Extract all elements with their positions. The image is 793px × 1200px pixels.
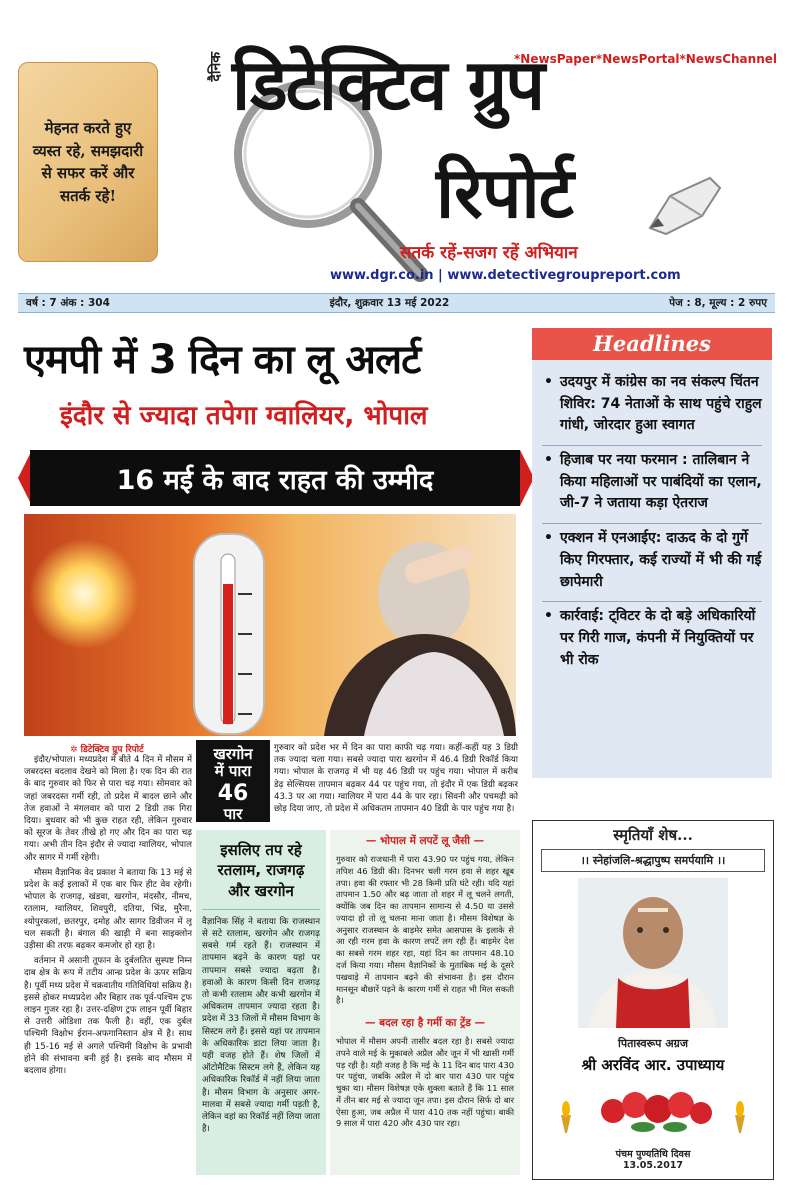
obituary-box bbox=[532, 820, 774, 1180]
bhopal-heat-heading: — भोपाल में लपटें लू जैसी — bbox=[330, 830, 520, 852]
story-paragraph: इंदौर/भोपाल। मध्यप्रदेश में बीते 4 दिन में मौसम में जबरदस्त बदलाव देखने को मिला है। एक दिन की रात के बाद गुरुवार को फिर से पारा चढ़ गया। सोमवार को जहां जबरदस्त गर्मी रही, तो प्रदेश में बादल छाने और तेज हवाओं ने मंगलवार को पारा 2 डिग्री तक गिरा दिया। बुधवार को भी कुछ राहत रही, लेकिन गुरुवार को सूरज के तेवर तीखे हो गए और दिन का पारा चढ़ गया। अभी तीन दिन इंदौर से ज्यादा ग्वालियर, भोपाल और सागर में गर्मी रहेगी। bbox=[24, 755, 192, 863]
headlines-box bbox=[532, 328, 772, 778]
heatwave-photo bbox=[24, 514, 516, 736]
lead-headline: एमपी में 3 दिन का लू अलर्ट bbox=[24, 337, 421, 383]
newspaper-title-line1: डिटेक्टिव ग्रुप bbox=[232, 44, 543, 126]
flowers-diya-icon bbox=[543, 1081, 763, 1141]
date-bar bbox=[18, 293, 775, 313]
headline-item[interactable]: • उदयपुर में कांग्रेस का नव संकल्प चिंतन शिविर: 74 नेताओं के साथ पहुंचे राहुल गांधी, जोरदार हुआ स्वागत bbox=[542, 368, 762, 446]
website-links[interactable]: www.dgr.co.in | www.detectivegroupreport.com bbox=[330, 268, 681, 283]
newspaper-title-line2: रिपोर्ट bbox=[436, 152, 573, 234]
obituary-occasion: पंचम पुण्यतिथि दिवस bbox=[615, 1149, 691, 1160]
headlines-title: Headlines bbox=[532, 328, 772, 360]
dainik-label: दैनिक bbox=[208, 52, 224, 82]
byline: ✲ डिटेक्टिव ग्रुप रिपोर्ट bbox=[70, 745, 144, 755]
lead-subheadline: इंदौर से ज्यादा तपेगा ग्वालियर, भोपाल bbox=[60, 401, 428, 431]
kharagon-highlight-box bbox=[196, 740, 270, 822]
media-tagline: *NewsPaper*NewsPortal*NewsChannel bbox=[514, 52, 777, 66]
ratlam-panel bbox=[196, 830, 326, 1175]
obituary-relation: पितास्वरूप अग्रज bbox=[617, 1037, 688, 1050]
slogan: सतर्क रहें-सजग रहें अभियान bbox=[400, 243, 578, 263]
bhopal-panel bbox=[330, 830, 520, 1175]
obituary-date: 13.05.2017 bbox=[622, 1160, 684, 1171]
quote-box: मेहनत करते हुए व्यस्त रहे, समझदारी से सफर करें और सतर्क रहे! bbox=[18, 62, 158, 262]
kharagon-temperature: 46 bbox=[217, 780, 249, 806]
kharagon-line4: पार bbox=[223, 804, 243, 823]
intro-paragraph: गुरुवार को प्रदेश भर में दिन का पारा काफी चढ़ गया। कहीं-कहीं यह 3 डिग्री तक ज्यादा चला गया। सबसे ज्यादा पारा खरगोन में 46.4 डिग्री रिकॉर्ड किया गया। भोपाल के राजगढ़ में भी यह 46 डिग्री पर पहुंच गया। भोपाल में करीब डेढ़ सेल्सियस तापमान बढ़कर 44 पर पहुंच गया, तो इंदौर में एक डिग्री बढ़कर 43.3 पर आ गया। ग्वालियर में पारा 44 के पार रहा। सिवनी और पचमढ़ी को छोड़ दिया जाए, तो प्रदेश में अधिकतम तापमान 40 डिग्री के पार पहुंच गया है। bbox=[274, 743, 518, 815]
heat-trend-text: भोपाल में मौसम अपनी तासीर बदल रहा है। सबसे ज्यादा तपने वाले मई के मुकाबले अप्रैल और जून में भी खासी गर्मी पड़ रही है। यही वजह है कि मई के 11 दिन बाद पारा 430 पर पहुंचा, जबकि अप्रैल में दो बार पारा 430 पार पहुंच चुका था। मौसम विशेषज्ञ एके शुक्ला बताते हैं कि 11 साल में तीन बार मई से ज्यादा जून तपा। इस दौरान सिर्फ दो बार ऐसा हुआ, जब अप्रैल में पारा 410 तक नहीं पहुंचा। बाकी 9 साल में पारा 420 और 430 पार रहा। bbox=[336, 1036, 514, 1129]
obituary-title: स्मृतियाँ शेष... bbox=[613, 826, 693, 844]
heat-trend-heading: — बदल रहा है गर्मी का ट्रेंड — bbox=[330, 1012, 520, 1034]
headline-item[interactable]: • हिजाब पर नया फरमान : तालिबान ने किया महिलाओं पर पाबंदियों का एलान, जी-7 ने जताया कड़ा ऐतराज bbox=[542, 446, 762, 524]
lead-banner: 16 मई के बाद राहत की उम्मीद bbox=[30, 450, 520, 506]
story-paragraph: वर्तमान में असानी तूफान के दुर्बलतित सुस्पष्ट निम्न दाब क्षेत्र के रूप में तटीय आन्ध्र प्रदेश के ऊपर सक्रिय है। पूर्वी मध्य प्रदेश में चक्रवातीय गतिविधियां सक्रिय है। इससे होकर मध्यप्रदेश और बिहार तक पूर्व-पश्चिम ट्रफ लाइन गुजर रहा है। उत्तर-दक्षिण ट्रफ लाइन पूर्वी बिहार से उत्तरी ओडिशा तक फैली है। वहीं, एक दुर्बल पश्चिमी विक्षोभ ईरान-अफगानिस्तान क्षेत्र में है। साथ ही 15-16 मई से अगले पश्चिमी विक्षोभ के प्रभावी होने की संभावना बनी हुई है। इसके बाद मौसम में बदलाव होगा। bbox=[24, 956, 192, 1077]
edition-date: इंदौर, शुक्रवार 13 मई 2022 bbox=[329, 297, 450, 309]
obituary-name: श्री अरविंद आर. उपाध्याय bbox=[581, 1056, 725, 1074]
obituary-subtitle: ।। स्नेहांजलि-श्रद्धापुष्प समर्पयामि ।। bbox=[541, 849, 765, 872]
kharagon-line1: खरगोन bbox=[213, 745, 253, 763]
bhopal-heat-text: गुरुवार को राजधानी में पारा 43.90 पर पहुंच गया, लेकिन तपिश 46 डिग्री की। दिनभर चली गरम हवा से शहर खूब तपा। हवा की रफ्तार भी 28 किमी प्रति घंटे रही। यदि यहां तापमान 1.50 और बढ़ जाता तो शहर में लू चलने लगती, क्योंकि जब दिन का तापमान सामान्य से 4.50 या उससे ज्यादा हो तो लू चलना माना जाता है। मौसम विशेषज्ञ के अनुसार राजस्थान के बाड़मेर समेत आसपास के इलाके से आ रही गरम हवा के कारण लपटें लग रही हैं। बाड़मेर देश का सबसे गरम शहर रहा, यहां दिन का तापमान 48.10 दर्ज किया गया। मौसम वैज्ञानिकों के मुताबिक मई के दूसरे पखवाड़े में तापमान बढ़ने की संभावना है। इस दौरान मानसून बौछारें पड़ने के कारण गर्मी से राहत भी मिल सकती है। bbox=[336, 854, 514, 1006]
pen-icon bbox=[640, 168, 730, 238]
story-column-1 bbox=[24, 754, 192, 1194]
headline-item[interactable]: • कार्रवाई: ट्विटर के दो बड़े अधिकारियों पर गिरी गाज, कंपनी में नियुक्तियों पर भी रोक bbox=[542, 602, 762, 679]
kharagon-line2: में पारा bbox=[214, 762, 252, 781]
page-price: पेज : 8, मूल्य : 2 रुपए bbox=[669, 297, 767, 309]
portrait-photo bbox=[578, 878, 728, 1028]
story-paragraph: मौसम वैज्ञानिक वेद प्रकाश ने बताया कि 13 मई से प्रदेश के कई इलाकों में एक बार फिर हीट वेव रहेगी। भोपाल के राजगढ़, खंडवा, खरगोन, मंदसौर, नीमच, रतलाम, ग्वालियर, शिवपुरी, दतिया, भिंड, मुरैना, श्योपुरकलां, छतरपुर, दमोह और सागर डिवीजन में लू चल सकती है। बंगाल की खाड़ी में बना साइक्लोन उड़ीसा की तरफ बढ़कर कमजोर हो रहा है। bbox=[24, 867, 192, 952]
ratlam-panel-text: वैज्ञानिक सिंह ने बताया कि राजस्थान से सटे रतलाम, खरगोन और राजगढ़ सबसे गर्म रहते हैं। राजस्थान में तापमान बढ़ने के कारण यहां पर तापमान सबसे ज्यादा बढ़ता है। हवाओं के कारण किसी दिन राजगढ़ तो कभी रतलाम और कभी खरगोन में अधिकतम तापमान ज्यादा रहता है। प्रदेश में 33 जिलों में मौसम विभाग के सिस्टम लगे हैं। इससे यहां पर तापमान के अधिकारिक डाटा लिया जाता है। यही वजह होते हैं। शेष जिलों में ऑटोमैटिक सिस्टम लगे हैं, लेकिन यह अधिकारिक रिकॉर्ड में नहीं लिया जाता है। मौसम विभाग के अनुसार अगर-मालवा में सबसे ज्यादा गर्मी पड़ती है, लेकिन वहां का रिकॉर्ड नहीं लिया जाता है। bbox=[202, 916, 320, 1135]
volume-issue: वर्ष : 7 अंक : 304 bbox=[26, 297, 110, 309]
masthead bbox=[0, 0, 793, 290]
headline-item[interactable]: • एक्शन में एनआईए: दाऊद के दो गुर्गे किए गिरफ्तार, कई राज्यों में भी की गई छापेमारी bbox=[542, 524, 762, 602]
headlines-list bbox=[532, 360, 772, 679]
ratlam-panel-heading: इसलिए तप रहे रतलाम, राजगढ़ और खरगोन bbox=[202, 830, 320, 910]
